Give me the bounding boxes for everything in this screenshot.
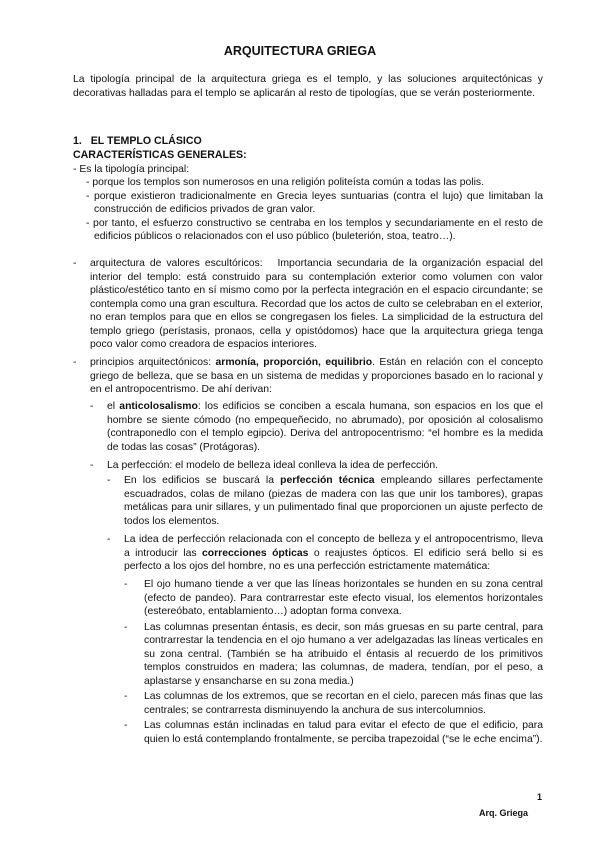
principios-text: . Están en relación con el concepto griego de belleza, que se basa en un sistema de medidas y proporciones basado en lo racional y en el antropocentrismo. De ahí derivan: [90, 357, 543, 395]
bullet-marker: - [107, 475, 111, 486]
section-title: EL TEMPLO CLÁSICO [90, 135, 202, 147]
valores-lead: arquitectura de valores escultóricos: [90, 258, 263, 269]
tecnica-text: empleando sillares perfectamente escuadrados, colas de milano (piezas de madera con las que unir los tambores), grapas metálicas para unir sillares, y un pulimentado final que proporcionen un ajuste perfecto de todos los elementos. [124, 475, 544, 527]
bullet-marker: - [124, 691, 128, 702]
valores-text: Importancia secundaria de la organización espacial del interior del templo: está construido para su contemplación exterior como volumen con valor plástico/estético tanto en sí mismo como por la perfecta integración en el espacio circundante; se contempla como una gran escultura. Recordad que los actos de culto se celebraban en el exterior, no eran templos para que en ellos se congregasen los fieles. La simplicidad de la estructura del templo griego (perístasis, pronaos, cella y opistódomos) hace que la arquitectura griega tenga poco valor como creadora de espacios interiores. [90, 258, 543, 350]
optica-list [124, 578, 543, 746]
optica-item: - Las columnas presentan éntasis, es decir, son más gruesas en su parte central, para contrarrestar la tendencia en el ojo humano a ver adelgazadas las líneas verticales en su zona central. (También se ha atribuido el éntasis al recuerdo de los primitivos templos construidos en madera; las columnas, de madera, tendían, por el peso, a aplastarse y ensancharse en su zona media.) [124, 621, 543, 687]
section-heading [73, 135, 543, 162]
perfeccion-text: La perfección: el modelo de belleza ideal conlleva la idea de perfección. [107, 460, 438, 471]
antico-text: : los edificios se conciben a escala humana, son espacios en los que el hombre se siente cómodo (no empequeñecido, no abrumado), por oposición al colosalismo (contraponedlo con el templo egipcio). Deriva del antropocentrismo: “el hombre es la medida de todas las cosas” (Protágoras). [107, 401, 543, 453]
perfeccion-bullet [90, 459, 543, 473]
tipologia-label: - Es la tipología principal: [73, 164, 190, 175]
page-footer: Arq. Griega [479, 808, 529, 818]
intro-paragraph: La tipología principal de la arquitectura griega es el templo, y las soluciones arquitectónicas y decorativas halladas para el templo se aplicarán al resto de tipologías, que se verán posteriormente. [73, 74, 543, 99]
anticolosalismo-bullet [90, 400, 543, 454]
tecnica-bullet [107, 474, 543, 528]
section-number: 1. [73, 135, 82, 147]
section-subheading: CARACTERÍSTICAS GENERALES: [73, 148, 247, 161]
optica-item: - El ojo humano tiende a ver que las líneas horizontales se hunden en su zona central (efecto de pandeo). Para contrarrestar este efecto visual, los elementos horizontales (estereóbato, entablamiento…) adoptan forma convexa. [124, 579, 543, 617]
tecnica-pre: En los edificios se buscará la [124, 475, 275, 486]
antico-pre: el [107, 401, 116, 412]
principios-lead: principios arquitectónicos: [90, 357, 212, 368]
antico-bold: anticolosalismo [119, 401, 198, 412]
bullet-marker: - [73, 258, 77, 269]
optica-pre: La idea de perfección relacionada con el concepto de belleza y el antropocentrismo, lleva a introducir las [124, 534, 543, 559]
optica-item: - Las columnas de los extremos, que se recortan en el cielo, parecen más finas que las centrales; se contrarresta disminuyendo la anchura de sus intercolumnios. [124, 691, 543, 716]
bullet-marker: - [90, 460, 94, 471]
optica-bullet [107, 533, 543, 574]
bullet-marker: - [124, 579, 128, 590]
bullet-marker: - [90, 401, 94, 412]
optica-bold: correcciones ópticas [202, 547, 309, 559]
optica-text: o reajustes ópticos. El edificio será bello si es perfecto a los ojos del hombre, no es una perfección estrictamente matemática: [124, 547, 544, 572]
bullet-marker: - [107, 534, 111, 545]
valores-bullet [73, 257, 543, 352]
tipologia-item: - porque existieron tradicionalmente en Grecia leyes suntuarias (contra el lujo) que limitaban la construcción de edificios privados de gran valor. [86, 190, 543, 215]
principios-bold: armonía, proporción, equilibrio [215, 357, 373, 368]
bullet-marker: - [124, 720, 128, 731]
optica-item: - Las columnas están inclinadas en talud para evitar el efecto de que el edificio, para quien lo está contemplando frontalmente, se perciba trapezoidal (“se le eche encima”). [124, 720, 543, 745]
page-title: ARQUITECTURA GRIEGA [223, 44, 377, 58]
tecnica-bold: perfección técnica [280, 475, 375, 486]
page-number: 1 [537, 792, 543, 802]
principios-bullet [73, 356, 543, 397]
bullet-marker: - [124, 621, 128, 633]
tipologia-list [86, 176, 543, 244]
tipologia-item: - por tanto, el esfuerzo constructivo se centraba en los templos y secundariamente en el resto de edificios públicos o relacionados con el uso público (buleterión, stoa, teatro…). [86, 217, 543, 242]
tipologia-item: - porque los templos son numerosos en una religión politeísta común a todas las polis. [86, 177, 484, 188]
bullet-marker: - [73, 357, 77, 368]
